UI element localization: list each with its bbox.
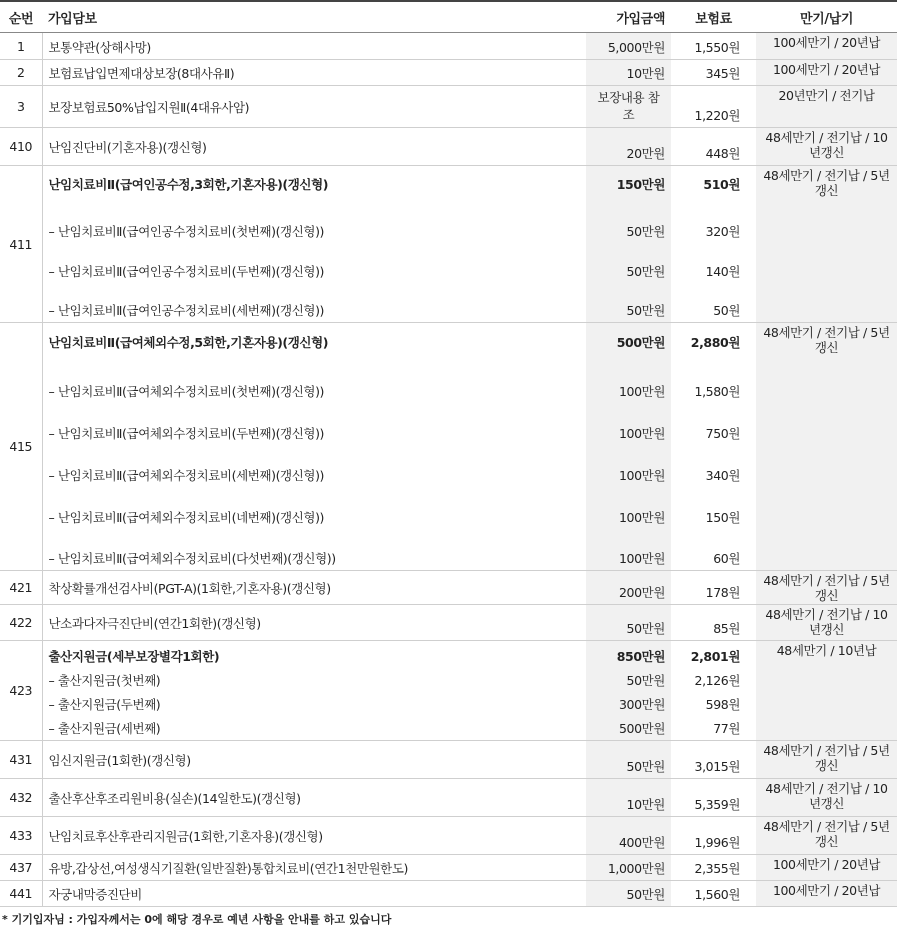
group-no: 423 — [0, 641, 42, 741]
sub-name: – 난임치료비Ⅱ(급여체외수정치료비(첫번째)(갱신형)) — [48, 383, 325, 399]
footnote: * 기기입자님 : 가입자께서는 0에 해당 경우로 예년 사항을 안내를 하고 있습니다 — [2, 913, 392, 926]
sub-premium: 598원 — [705, 696, 740, 712]
row-name: 보장보험료50%납입지원Ⅱ(4대유사암) — [42, 86, 586, 128]
sub-premium: 140원 — [705, 263, 740, 279]
row-name: 유방,갑상선,여성생식기질환(일반질환)통합치료비(연간1천만원한도) — [42, 855, 586, 881]
row-amount: 50만원 — [586, 605, 671, 641]
table-row — [0, 641, 897, 668]
row-amount: 보장내용 참조 — [586, 86, 671, 128]
row-amount: 200만원 — [586, 571, 671, 605]
row-no: 1 — [0, 33, 42, 60]
sub-amount: 100만원 — [586, 487, 671, 529]
sub-name: – 난임치료비Ⅱ(급여체외수정치료비(네번째)(갱신형)) — [48, 509, 325, 525]
row-term: 48세만기 / 전기납 / 5년갱신 — [756, 817, 897, 855]
row-amount: 20만원 — [586, 128, 671, 166]
row-premium: 1,560원 — [671, 881, 756, 907]
group-term: 48세만기 / 전기납 / 5년갱신 — [756, 166, 897, 323]
table-row — [0, 741, 897, 779]
sub-name: – 난임치료비Ⅱ(급여체외수정치료비(다섯번째)(갱신형)) — [42, 529, 586, 571]
row-name: 자궁내막증진단비 — [42, 881, 586, 907]
row-name: 보통약관(상해사망) — [42, 33, 586, 60]
row-no: 437 — [0, 855, 42, 881]
row-amount: 1,000만원 — [586, 855, 671, 881]
sub-name: – 난임치료비Ⅱ(급여인공수정치료비(세번째)(갱신형)) — [42, 283, 586, 323]
row-name: 출산후산후조리원비용(실손)(14일한도)(갱신형) — [42, 779, 586, 817]
row-premium: 5,359원 — [671, 779, 756, 817]
table-row — [0, 323, 897, 362]
sub-name: – 출산지원금(두번째) — [48, 696, 161, 712]
row-premium: 85원 — [671, 605, 756, 641]
table-row — [0, 605, 897, 641]
sub-premium: 1,580원 — [694, 383, 740, 399]
row-name: 난임치료후산후관리지원금(1회한,기혼자용)(갱신형) — [42, 817, 586, 855]
sub-amount: 100만원 — [586, 403, 671, 445]
group-main-name: 난임치료비Ⅱ(급여인공수정,3회한,기혼자용)(갱신형) — [48, 177, 329, 193]
table-row — [0, 881, 897, 907]
sub-amount: 100만원 — [586, 529, 671, 571]
row-name: 난소과다자극진단비(연간1회한)(갱신형) — [42, 605, 586, 641]
group-main-amount: 500만원 — [586, 323, 671, 362]
row-amount: 10만원 — [586, 779, 671, 817]
row-term: 48세만기 / 전기납 / 10년갱신 — [756, 605, 897, 641]
row-no: 3 — [0, 86, 42, 128]
row-no: 2 — [0, 60, 42, 86]
table-row — [0, 86, 897, 128]
group-no: 411 — [0, 166, 42, 323]
header-name: 가입담보 — [42, 1, 586, 33]
row-name: 임신지원금(1회한)(갱신형) — [42, 741, 586, 779]
row-no: 433 — [0, 817, 42, 855]
group-no: 415 — [0, 323, 42, 571]
row-term: 100세만기 / 20년납 — [756, 60, 897, 86]
row-term: 48세만기 / 전기납 / 5년갱신 — [756, 571, 897, 605]
row-no: 432 — [0, 779, 42, 817]
row-amount: 50만원 — [586, 741, 671, 779]
sub-premium: 150원 — [705, 509, 740, 525]
sub-amount: 50만원 — [586, 668, 671, 692]
row-term: 100세만기 / 20년납 — [756, 855, 897, 881]
sub-amount: 300만원 — [586, 692, 671, 716]
sub-name: – 난임치료비Ⅱ(급여인공수정치료비(첫번째)(갱신형)) — [48, 223, 325, 239]
sub-amount: 100만원 — [586, 445, 671, 487]
row-amount: 10만원 — [586, 60, 671, 86]
table-row — [0, 817, 897, 855]
sub-amount: 100만원 — [586, 362, 671, 403]
group-main-premium: 510원 — [703, 177, 740, 193]
row-name: 난임진단비(기혼자용)(갱신형) — [42, 128, 586, 166]
sub-name: – 출산지원금(세번째) — [42, 716, 586, 741]
table-header-row — [0, 1, 897, 33]
sub-name: – 출산지원금(첫번째) — [48, 672, 161, 688]
sub-amount: 50만원 — [586, 243, 671, 283]
row-premium: 1,996원 — [671, 817, 756, 855]
row-amount: 50만원 — [586, 881, 671, 907]
sub-premium: 750원 — [705, 425, 740, 441]
row-name: 착상확률개선검사비(PGT-A)(1회한,기혼자용)(갱신형) — [42, 571, 586, 605]
group-term: 48세만기 / 전기납 / 5년갱신 — [756, 323, 897, 571]
group-main-amount: 850만원 — [586, 641, 671, 668]
sub-amount: 500만원 — [586, 716, 671, 741]
header-no: 순번 — [0, 1, 42, 33]
row-amount: 5,000만원 — [586, 33, 671, 60]
row-term: 100세만기 / 20년납 — [756, 881, 897, 907]
sub-premium: 50원 — [671, 283, 756, 323]
row-premium: 1,550원 — [671, 33, 756, 60]
header-amount: 가입금액 — [586, 1, 671, 33]
table-row — [0, 128, 897, 166]
group-term: 48세만기 / 10년납 — [756, 641, 897, 741]
group-main-premium: 2,880원 — [690, 335, 740, 351]
row-term: 20년만기 / 전기납 — [756, 86, 897, 128]
table-row — [0, 166, 897, 203]
row-term: 48세만기 / 전기납 / 5년갱신 — [756, 741, 897, 779]
header-premium: 보험료 — [671, 1, 756, 33]
sub-amount: 50만원 — [586, 203, 671, 243]
row-no: 410 — [0, 128, 42, 166]
row-term: 48세만기 / 전기납 / 10년갱신 — [756, 128, 897, 166]
row-premium: 1,220원 — [671, 86, 756, 128]
row-premium: 178원 — [671, 571, 756, 605]
table-row — [0, 779, 897, 817]
row-amount: 400만원 — [586, 817, 671, 855]
row-name: 보험료납입면제대상보장(8대사유Ⅱ) — [42, 60, 586, 86]
sub-name: – 난임치료비Ⅱ(급여체외수정치료비(세번째)(갱신형)) — [48, 467, 325, 483]
table-row — [0, 855, 897, 881]
group-main-amount: 150만원 — [586, 166, 671, 203]
sub-premium: 60원 — [671, 529, 756, 571]
table-row — [0, 60, 897, 86]
sub-premium: 320원 — [705, 223, 740, 239]
header-term: 만기/납기 — [756, 1, 897, 33]
row-no: 431 — [0, 741, 42, 779]
table-row — [0, 571, 897, 605]
row-no: 441 — [0, 881, 42, 907]
row-term: 48세만기 / 전기납 / 10년갱신 — [756, 779, 897, 817]
row-no: 422 — [0, 605, 42, 641]
row-premium: 3,015원 — [671, 741, 756, 779]
table-row — [0, 33, 897, 60]
row-premium: 345원 — [671, 60, 756, 86]
sub-premium: 340원 — [705, 467, 740, 483]
sub-name: – 난임치료비Ⅱ(급여체외수정치료비(두번째)(갱신형)) — [48, 425, 325, 441]
sub-premium: 77원 — [671, 716, 756, 741]
row-no: 421 — [0, 571, 42, 605]
sub-premium: 2,126원 — [694, 672, 740, 688]
group-main-premium: 2,801원 — [690, 648, 740, 664]
group-main-name: 출산지원금(세부보장별각1회한) — [48, 648, 220, 664]
sub-name: – 난임치료비Ⅱ(급여인공수정치료비(두번째)(갱신형)) — [48, 263, 325, 279]
group-main-name: 난임치료비Ⅱ(급여체외수정,5회한,기혼자용)(갱신형) — [48, 335, 329, 351]
sub-amount: 50만원 — [586, 283, 671, 323]
row-premium: 2,355원 — [671, 855, 756, 881]
row-term: 100세만기 / 20년납 — [756, 33, 897, 60]
row-premium: 448원 — [671, 128, 756, 166]
